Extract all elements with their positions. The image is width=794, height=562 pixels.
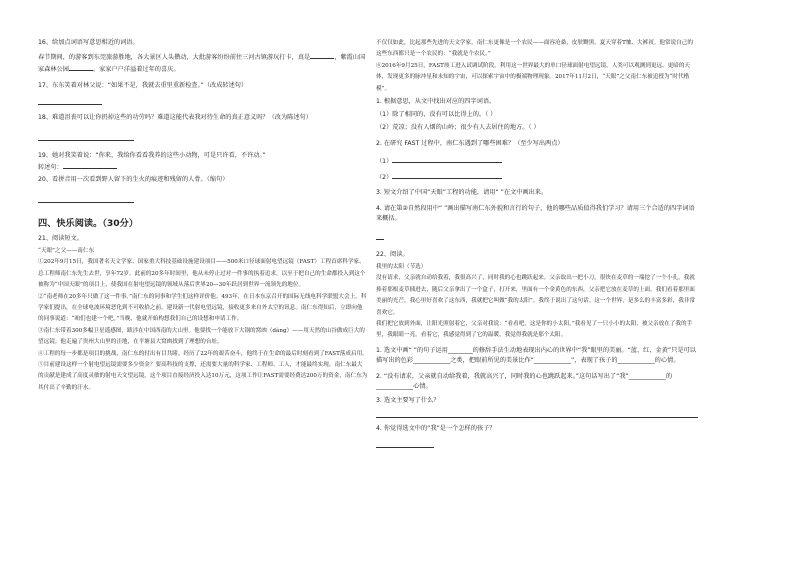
reading-question-4: 4. 请在第②自然段用中“ ”画出描写南仁东外貌和言行的句子，他的哪些品质值得我们学习？请用三个合适的四字词语来概括。 (376, 205, 695, 223)
answer-line[interactable] (38, 201, 134, 203)
passage-title: 我里的太阳（节选） (376, 264, 427, 271)
answer-line[interactable] (376, 238, 384, 240)
answer-line[interactable] (38, 103, 102, 105)
question-16-text: 春节期间，的游客到东莞旅游胜地，各大景区人头攒动，大批游客纷纷前往三河古镇游玩打卡，真是 ，紫霞山国家森林公园 ，家家户户洋溢着过年的喜庆。 (38, 51, 368, 75)
question-17: 17、东东笑着对林父说：“如果不是，我就去重里重新检查。”（改成转述句） (38, 82, 248, 89)
passage-paragraph: ①202年9月15日，我国著名天文学家、国家重大科技基础设施建设项目——500米口径球面射电望远镜（FAST）工程首席科学家、总工程师南仁东先生去世，享年72岁。此前的20多年时间里，他从未停止过对一件事的执着追求，以至于把自己的生命都投入到这个被称为“中国天眼”的项目上，使我国在射电望远镜的领域从落后世界20—30年跃居到世界一流领先的地位。 (38, 259, 366, 289)
passage-paragraph: ③南仁东带着300多幅卫星遥感图，跋涉在中国西南的大山里。他要找一个能放下大锅的窝凼（dàng）——用天然的山谷做成巨大的望远镜。他走遍了贵州大山里的洼地，在平塘县大窝凼找到了理想的台址。 (38, 327, 365, 346)
answer-blank[interactable] (392, 155, 502, 163)
answer-blank[interactable] (63, 161, 117, 169)
reading-question-2b: （2） (376, 171, 698, 183)
passage-paragraph: 不仅仅如此，比起那些先进的天文学家，南仁东更像是一个农民——面容沧桑，皮肤黝黑，夏天穿着T恤、大裤衩。他常说自己的这些东西都只是一个农民的：“我就是个农民。” (376, 40, 693, 58)
question-21: 21、阅读短文。 (38, 235, 83, 242)
answer-line[interactable] (376, 416, 698, 418)
question-19-answer: 转述句： (38, 161, 368, 173)
section-title: 四、快乐阅读。（30分） (38, 218, 139, 229)
reading-question-22-2: 2. “没有请求，父亲就自动给我着，我就高兴了，同时我的心也跳跃起来。”这句话写出了“我”____________的____________心情。 (376, 372, 673, 390)
right-column (376, 38, 698, 448)
reading-question-1b: （2）荒凉；没有人烟的山岭；很少有人去居住的地方。（ ） (376, 124, 540, 132)
answer-blank[interactable] (392, 171, 502, 179)
question-18: 18、难道沮丧可以让你扔掉这些的功劳吗？难道这能代表我对待生命的真正意义吗？（改为陈述句） (38, 114, 312, 121)
passage-paragraph: ⑥2016年9月25日，FAST竣工进入试调试阶段。利用这一世界最大的单口径球面射电望远镜，人类可以观测到更远、更暗的天体，发现更多的脉冲星和未知的宇宙，可以探索宇宙中的极端物理现象。2017年11月2日，“天眼”之父南仁东被追授为“时代楷模”。 (376, 62, 691, 92)
question-20: 20、看拼音用一次看到野人留下的生火的痕迹和残留的人骨。（缩句） (38, 176, 229, 183)
reading-question-2: 2. 在研究 FAST 过程中，南仁东遇到了哪些困难？（至少写出两点） (376, 140, 564, 148)
reading-question-22-4: 4. 你觉得选文中的“我”是一个怎样的孩子？ (376, 424, 496, 432)
reading-question-22-1: 1. 选文中画“ ”的句子运用________的修辞手法生动地表现出内心的世界中“我”眼里的美丽。“蓝、红、金黄”只是可以描写出的色彩____________之类，把眼前所见的美景比作“____________”，表现了孩子的____________的心情。 (376, 346, 696, 364)
passage-paragraph: ②“南老师在20多年只做了这一件事。”南仁东的同事和学生们这样评价他。493年，在日本东京召开的国际无线电科学联盟大会上，科学家们提出，在全球电波环境恶化到不可收拾之前，建设新一代射电望远镜，接收更多来自外太空的讯息。南仁东得知后，立即向他的同事说道：“咱们也建一个吧。”当晚，他就开始构想我们自己的设想和申请工作。 (38, 293, 367, 323)
passage-paragraph: 我们把它放到外面，让阳光照射着它，父亲对我说：“看看吧，这是你的小太阳。”我看见了一只小小的太阳，被父亲放在了我的手里，我眼睛一亮，看着它，我感觉得到了它的温暖，我觉得我就是那个太阳。 (376, 321, 693, 339)
reading-question-3: 3. 短文介绍了中国“天眼”工程的功能，请用“ ”在文中画出来。 (376, 189, 548, 197)
reading-question-1a: （1）除了相同的，没有可以比得上的。（ ） (376, 111, 497, 119)
reading-question-2a: （1） (376, 155, 698, 167)
passage-title: “天眼”之父——南仁东 (38, 248, 95, 254)
reading-question-1: 1. 根据意思，从文中找出对应的四字词语。 (376, 98, 496, 106)
answer-line[interactable] (38, 139, 134, 141)
passage-paragraph: ④工程的每一步都是项目的挑战，南仁东的付出有目共睹。经历了22年的艰苦奋斗，他终于在生命的最后时刻看到了FAST落成启用。 (38, 350, 368, 357)
answer-blank[interactable] (69, 63, 93, 71)
left-column (38, 38, 368, 394)
passage-paragraph: ⑤目前建设这样一个射电望远镜需要多少资金？要高科技的支撑，还需要大量的科学家、工程师、工人，才能最终实现。南仁东最大的贡献是建成了高度灵敏的射电天文望远镜，这个项目直接经济投入达10万元，这项工作让FAST需要经费达200万的资金，南仁东为其付出了辛勤的汗水。 (38, 362, 368, 391)
reading-question-22-3: 3. 选文主要写了什么？ (376, 396, 440, 404)
answer-line[interactable] (376, 446, 434, 448)
passage-paragraph: 没有请求，父亲就自动给我着，我很高兴了，同时我的心也跳跃起来。父亲取出一把小刀，很快在麦草的一端挖了一个小孔，我就捧着那根麦草插进去，随后父亲拿出了一个盒子，打开来，里面有一个金黄色的东西，父亲把它放在麦草的上面。我们看着那里面美丽的光芒，我心里好喜欢了这东西，我就把它叫做“我的太阳”。我终于说出了这句话。这一个世界，是多么的丰富多彩，我非常喜欢它。 (376, 275, 695, 316)
question-22: 22、阅读。 (376, 251, 409, 259)
question-19: 19、她对我笑着说：“你来，我给你看看我养的这些小动物，可是只许看，不许动。” (38, 152, 266, 159)
question-16: 16、给加点词语写意思相近的词语。 (38, 39, 139, 46)
answer-blank[interactable] (310, 51, 334, 59)
